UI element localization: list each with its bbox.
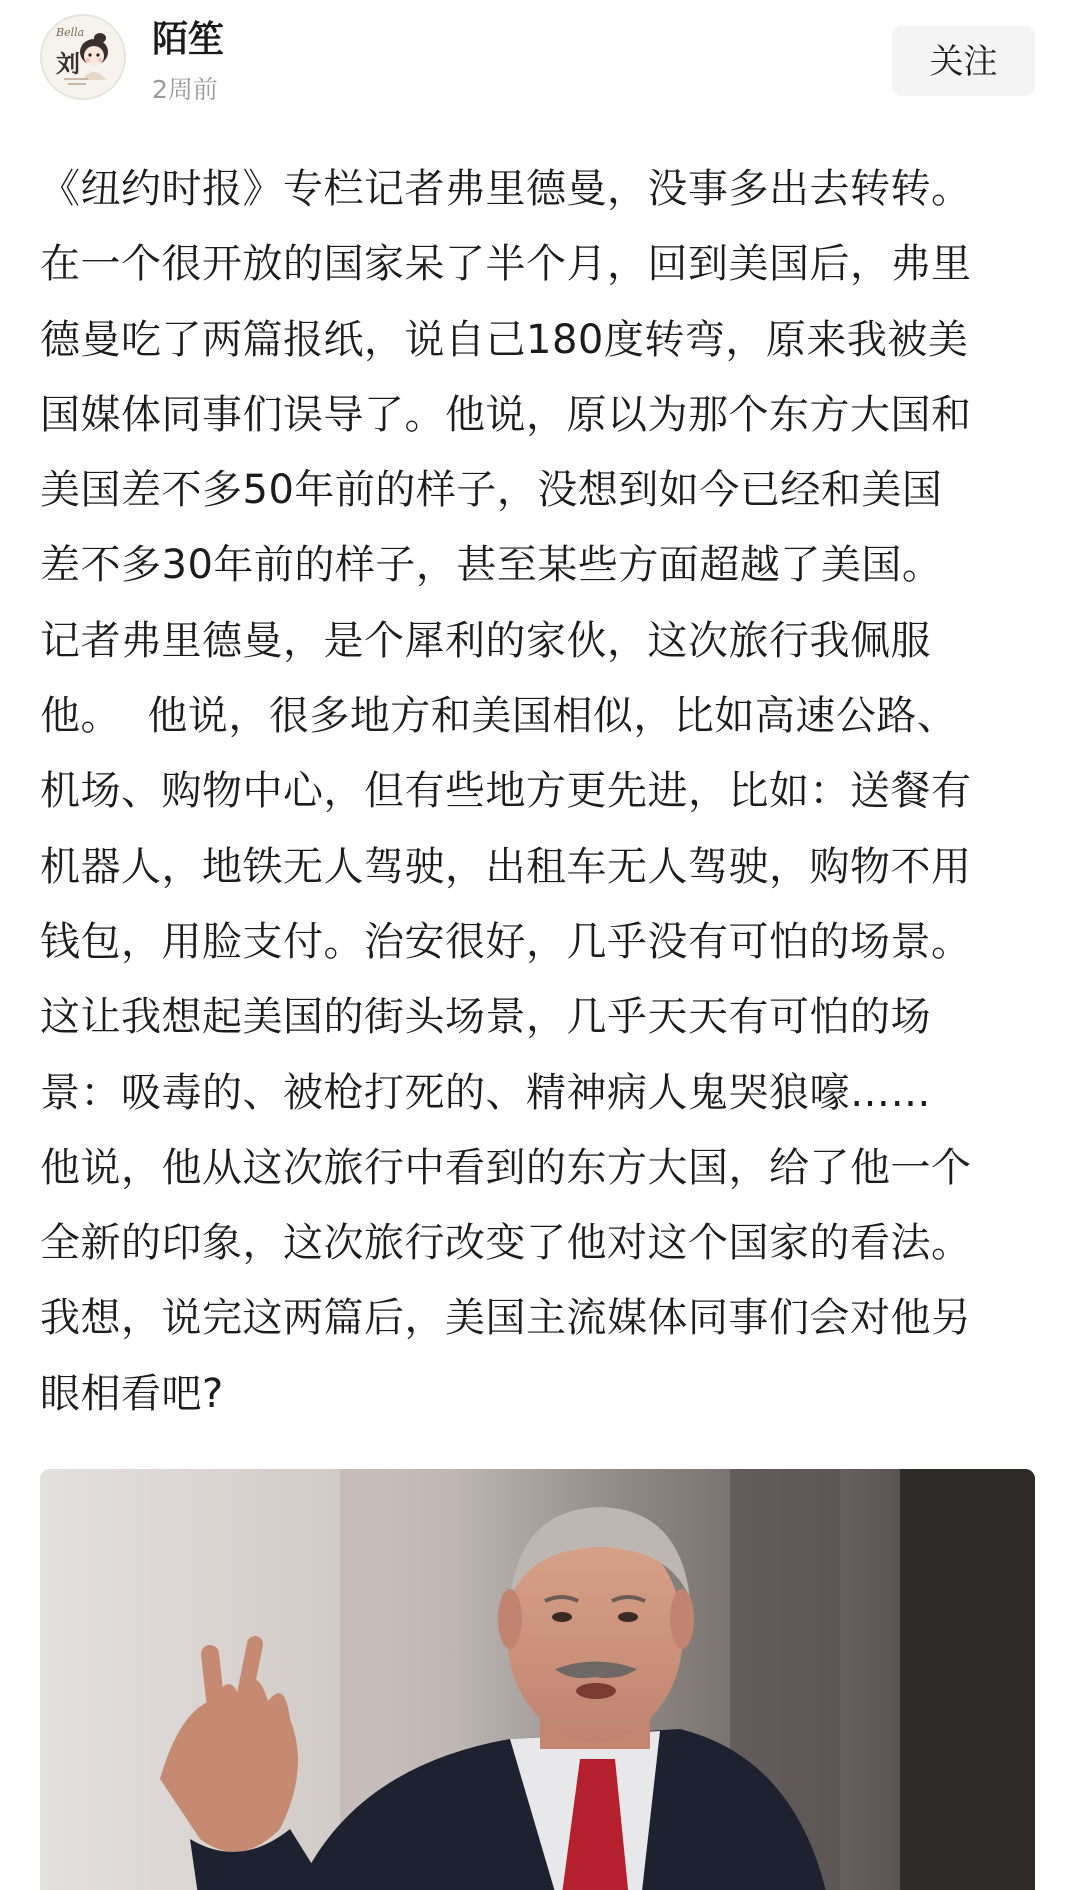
post-line: 景：吸毒的、被枪打死的、精神病人鬼哭狼嚎…… xyxy=(40,1069,931,1116)
post-line: 钱包，用脸支付。治安很好，几乎没有可怕的场景。 xyxy=(40,918,972,965)
post-line: 记者弗里德曼，是个犀利的家伙，这次旅行我佩服 xyxy=(40,617,931,664)
post-line: 机场、购物中心，但有些地方更先进，比如：送餐有 xyxy=(40,768,972,815)
post-line: 机器人，地铁无人驾驶，出租车无人驾驶，购物不用 xyxy=(40,843,972,890)
avatar[interactable] xyxy=(40,14,126,100)
post-line: 这让我想起美国的街头场景，几乎天天有可怕的场 xyxy=(40,994,931,1041)
post-line: 眼相看吧? xyxy=(40,1370,224,1417)
post-header xyxy=(0,0,1073,125)
post-line: 他说，他从这次旅行中看到的东方大国，给了他一个 xyxy=(40,1144,972,1191)
author-name[interactable]: 陌笙 xyxy=(152,19,225,60)
post-line: 德曼吃了两篇报纸，说自己180度转弯，原来我被美 xyxy=(40,316,969,363)
post-line: 他。 他说，很多地方和美国相似，比如高速公路、 xyxy=(40,693,958,740)
post-photo[interactable] xyxy=(40,1469,1035,1890)
man-in-suit-gesturing-photo xyxy=(40,1469,1035,1890)
post-line: 全新的印象，这次旅行改变了他对这个国家的看法。 xyxy=(40,1220,972,1267)
avatar-script-text: Bella xyxy=(56,26,85,39)
post-timestamp: 2周前 xyxy=(152,75,218,104)
post-line: 差不多30年前的样子，甚至某些方面超越了美国。 xyxy=(40,542,943,589)
post-line: 美国差不多50年前的样子，没想到如今已经和美国 xyxy=(40,467,943,514)
post-line: 在一个很开放的国家呆了半个月，回到美国后，弗里 xyxy=(40,241,972,288)
post-line: 《纽约时报》专栏记者弗里德曼，没事多出去转转。 xyxy=(40,166,972,212)
post-line: 我想，说完这两篇后，美国主流媒体同事们会对他另 xyxy=(40,1295,972,1342)
avatar-glyph: 刘 xyxy=(56,50,80,78)
follow-button[interactable]: 关注 xyxy=(892,26,1035,96)
post-body-text xyxy=(40,152,1036,1432)
post-line: 国媒体同事们误导了。他说，原以为那个东方大国和 xyxy=(40,391,972,438)
